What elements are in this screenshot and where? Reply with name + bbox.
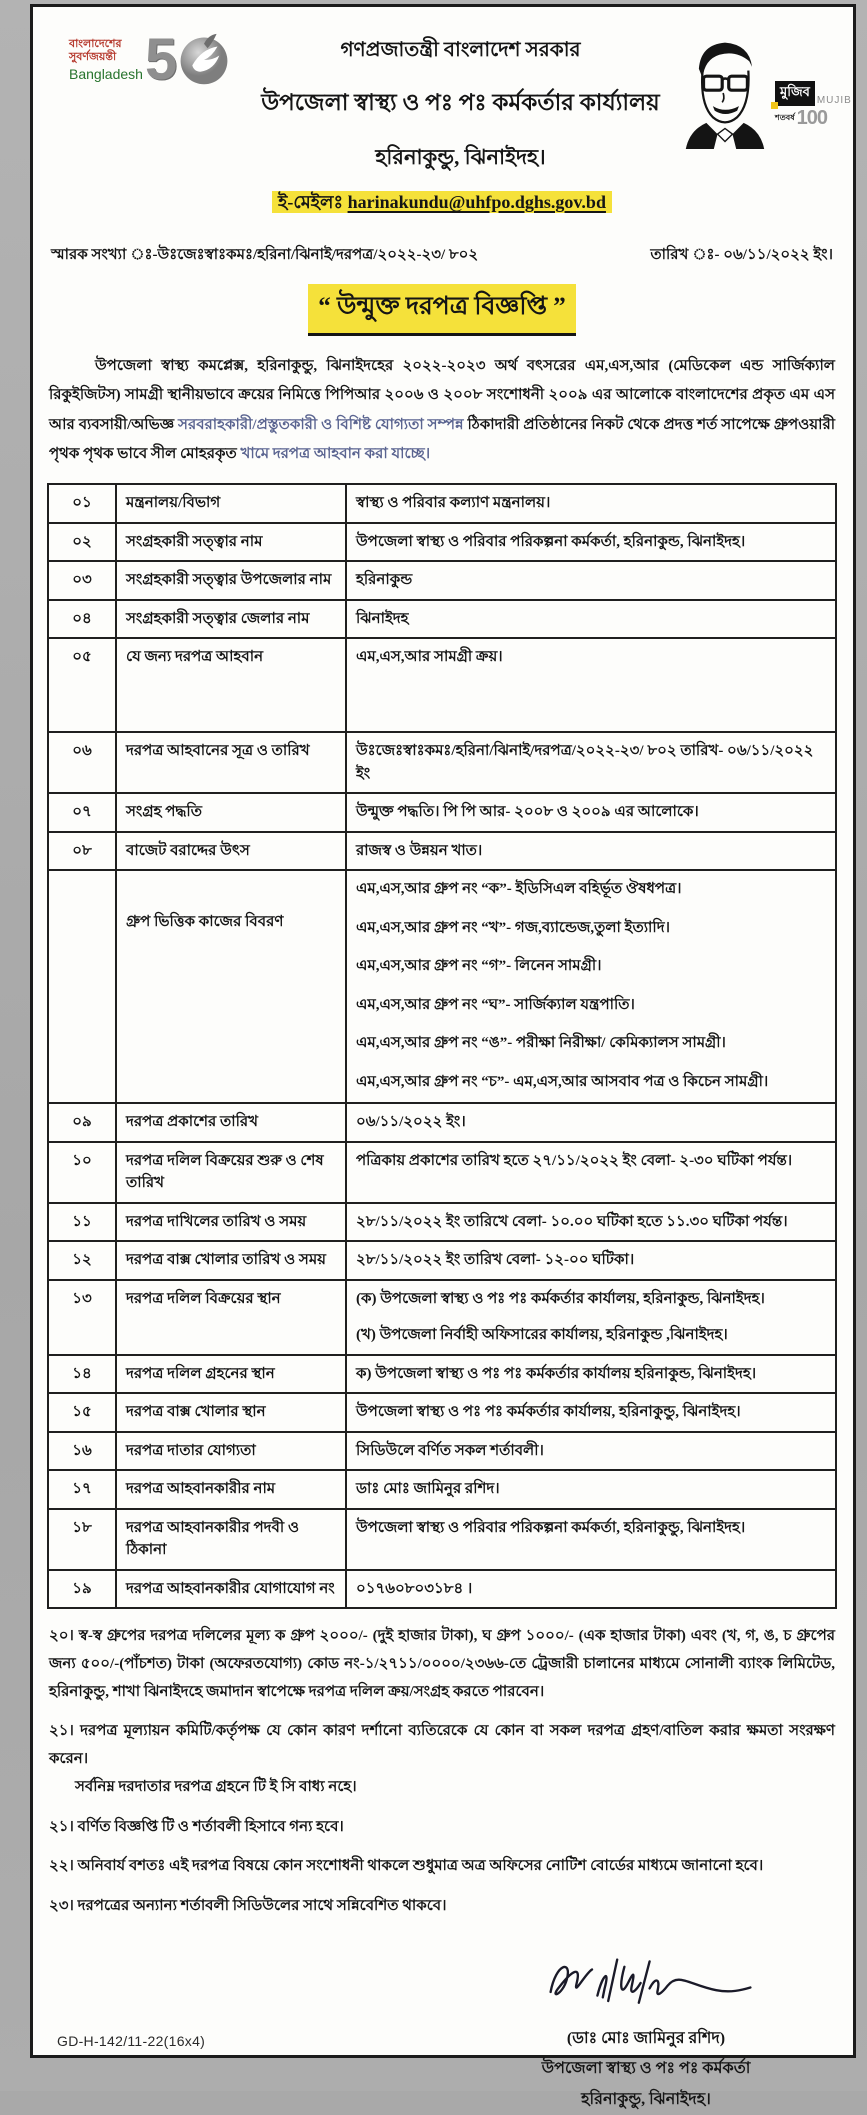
row-number-cell: ১৮ <box>48 1509 116 1570</box>
mujib-wordmark: মুজিব <box>775 81 815 106</box>
row-value-line: এম,এস,আর গ্রুপ নং “খ”- গজ,ব্যান্ডেজ,তুলা ইত্যাদি। <box>356 919 670 936</box>
email-highlight <box>272 191 612 213</box>
row-number-cell: ১৭ <box>48 1470 116 1509</box>
row-value-line: ঝিনাইদহ <box>356 610 409 627</box>
row-value-line: এম,এস,আর গ্রুপ নং “গ”- লিনেন সামগ্রী। <box>356 958 602 974</box>
row-number-cell: ০৩ <box>48 561 116 600</box>
row-value-line: হরিনাকুন্ড <box>356 572 413 588</box>
row-value-cell <box>346 1570 836 1609</box>
note-text: দরপত্র মূল্যায়ন কমিটি/কর্তৃপক্ষ যে কোন কারণ দর্শানো ব্যতিরেকে যে কোন বা সকল দরপত্র গ্রহণ/বাতিল করার ক্ষমতা সংরক্ষণ করেন। <box>49 1723 835 1767</box>
table-row <box>48 523 836 562</box>
table-row <box>48 1241 836 1280</box>
row-number-cell: ১০ <box>48 1142 116 1203</box>
note-item <box>49 1718 835 1801</box>
row-label-cell: মন্ত্রনালয়/বিভাগ <box>116 484 346 523</box>
row-value-cell <box>346 1142 836 1203</box>
email-line <box>47 188 837 219</box>
memo-number: স্মারক সংখ্যা ঃ-উঃজেঃস্বাঃকমঃ/হরিনা/ঝিনাই/দরপত্র/২০২২-২৩/ ৮০২ <box>51 247 479 263</box>
row-value-cell <box>346 1280 836 1355</box>
dove-globe-icon <box>177 33 231 87</box>
shatoborsho-label: শতবর্ষ <box>775 113 795 122</box>
yellow-accent <box>771 102 778 109</box>
note-number: ২২। <box>49 1858 74 1875</box>
row-number-cell: ১৯ <box>48 1570 116 1609</box>
table-row <box>48 1470 836 1509</box>
office-location: হরিনাকুন্ডু, ঝিনাইদহ। <box>375 145 546 169</box>
row-number-cell: ০১ <box>48 484 116 523</box>
row-label-cell: দরপত্র দলিল গ্রহনের স্থান <box>116 1355 346 1394</box>
table-row <box>48 1103 836 1142</box>
row-label-cell: দরপত্র আহবানের সূত্র ও তারিখ <box>116 732 346 793</box>
note-item <box>49 1623 835 1706</box>
table-row <box>48 1432 836 1471</box>
note-text: দরপত্রের অন্যান্য শর্তাবলী সিডিউলের সাথে সন্নিবেশিত থাকবে। <box>77 1898 447 1914</box>
table-row <box>48 832 836 871</box>
table-row <box>48 1570 836 1609</box>
table-row <box>48 484 836 523</box>
numeral-five: 5 <box>144 27 178 92</box>
mujib-portrait-icon <box>677 37 773 149</box>
row-value-line: উন্মুক্ত পদ্ধতি। পি পি আর- ২০০৮ ও ২০০৯ এর আলোকে। <box>356 804 699 820</box>
row-value-line: ০৬/১১/২০২২ ইং। <box>356 1114 466 1130</box>
government-title: গণপ্রজাতন্ত্রী বাংলাদেশ সরকার <box>340 39 581 61</box>
row-value-cell <box>346 832 836 871</box>
row-value-cell <box>346 1393 836 1432</box>
row-value-line: উপজেলা স্বাস্থ্য ও পরিবার পরিকল্পনা কর্মকর্তা, হরিনাকুন্ডু, ঝিনাইদহ। <box>356 1519 746 1536</box>
note-item <box>49 1814 835 1842</box>
golden-jubilee-text <box>69 38 143 81</box>
print-reference: GD-H-142/11-22(16x4) <box>57 2033 206 2049</box>
row-value-cell <box>346 638 836 732</box>
office-header <box>244 31 677 176</box>
row-value-line: ২৮/১১/২০২২ ইং তারিখ বেলা- ১২-০০ ঘটিকা। <box>356 1252 635 1268</box>
row-value-cell <box>346 793 836 832</box>
memo-line <box>47 243 837 268</box>
tender-table-body <box>48 484 836 1608</box>
golden-jubilee-logo <box>69 27 244 92</box>
intro-part1: উপজেলা স্বাস্থ্য কমপ্লেক্স, হরিনাকুন্ডু, ঝিনাইদহের ২০২২-২০২৩ অর্থ বৎসরের এম,এস,আর (মেডিকেল এন্ড সার্জিক্যাল রিকুইজিটস) সামগ্রী স্থানীয়ভাবে ক্রয়ের নিমিত্তে পিপিআর ২০০৬ ও ২০০৮ সংশোধনী ২০০৯ এর আলোকে বাংলাদেশের প্রকৃত এম এস আর ব্যবসায়ী/অভিজ্ঞ <box>49 358 835 433</box>
row-value-cell <box>346 484 836 523</box>
signatory-name: (ডাঃ মোঃ জামিনুর রশিদ) <box>566 2029 726 2047</box>
row-value-line: উঃজেঃস্বাঃকমঃ/হরিনা/ঝিনাই/দরপত্র/২০২২-২৩/ ৮০২ তারিখ- ০৬/১১/২০২২ ইং <box>356 743 814 782</box>
table-row <box>48 1509 836 1570</box>
row-label-cell: দরপত্র বাক্স খোলার স্থান <box>116 1393 346 1432</box>
row-value-cell <box>346 600 836 639</box>
memo-date: তারিখ ঃ- ০৬/১১/২০২২ ইং। <box>650 247 833 263</box>
row-label-cell: দরপত্র দাখিলের তারিখ ও সময় <box>116 1203 346 1242</box>
table-row <box>48 600 836 639</box>
mujib-100-badge <box>775 81 852 130</box>
row-value-line: এম,এস,আর গ্রুপ নং “ঙ”- পরীক্ষা নিরীক্ষা/ কেমিক্যালস সামগ্রী। <box>356 1035 726 1051</box>
intro-part2: সরবরাহকারী/প্রস্তুতকারী ও বিশিষ্ট যোগ্যতা সম্পন্ন <box>178 416 464 433</box>
table-row <box>48 1203 836 1242</box>
row-value-cell <box>346 523 836 562</box>
row-number-cell: ১৩ <box>48 1280 116 1355</box>
row-value-line: পত্রিকায় প্রকাশের তারিখ হতে ২৭/১১/২০২২ ইং বেলা- ২-৩০ ঘটিকা পর্যন্ত। <box>356 1152 793 1169</box>
table-row <box>48 1355 836 1394</box>
table-row <box>48 638 836 732</box>
row-value-cell <box>346 732 836 793</box>
row-value-cell <box>346 870 836 1103</box>
row-value-cell <box>346 1470 836 1509</box>
notice-title-wrap <box>47 284 837 336</box>
note-text: বর্ণিত বিজ্ঞপ্তি টি ও শর্তাবলী হিসাবে গন্য হবে। <box>77 1818 344 1835</box>
notes-section <box>47 1623 837 1921</box>
row-value-line: ০১৭৬০৮০৩১৮৪ । <box>356 1580 473 1597</box>
row-label-cell: সংগ্রহকারী সত্ত্বার জেলার নাম <box>116 600 346 639</box>
row-value-line: (ক) উপজেলা স্বাস্থ্য ও পঃ পঃ কর্মকর্তার কার্যালয়, হরিনাকুন্ড, ঝিনাইদহ। <box>356 1290 765 1307</box>
row-number-cell: ০৭ <box>48 793 116 832</box>
hundred-numeral: 100 <box>796 107 827 129</box>
tender-details-table <box>47 483 837 1609</box>
row-value-line: রাজস্ব ও উন্নয়ন খাত। <box>356 842 483 859</box>
row-number-cell: ০২ <box>48 523 116 562</box>
row-label-cell: বাজেট বরাদ্দের উৎস <box>116 832 346 871</box>
note-item <box>49 1853 835 1881</box>
jubilee-line1: বাংলাদেশের <box>69 38 122 51</box>
row-label-cell: দরপত্র দাতার যোগ্যতা <box>116 1432 346 1471</box>
table-row <box>48 870 836 1103</box>
intro-paragraph <box>47 352 837 469</box>
row-value-line: উপজেলা স্বাস্থ্য ও পরিবার পরিকল্পনা কর্মকর্তা, হরিনাকুন্ড, ঝিনাইদহ। <box>356 533 746 550</box>
note-number: ২৩। <box>49 1898 74 1914</box>
intro-part4: খামে দরপত্র আহবান করা যাচ্ছে। <box>240 445 431 462</box>
note-item <box>49 1893 835 1921</box>
row-number-cell: ১৪ <box>48 1355 116 1394</box>
table-row <box>48 1142 836 1203</box>
signature-block <box>511 1947 781 2115</box>
jubilee-line2: সুবর্ণজয়ন্তী <box>69 50 117 63</box>
signatory-designation: উপজেলা স্বাস্থ্য ও পঃ পঃ কর্মকর্তা <box>541 2060 751 2078</box>
row-value-cell <box>346 1432 836 1471</box>
table-row <box>48 732 836 793</box>
table-row <box>48 793 836 832</box>
table-row <box>48 1393 836 1432</box>
row-value-cell <box>346 1509 836 1570</box>
row-number-cell: ১৫ <box>48 1393 116 1432</box>
note-continuation: সর্বনিম্ন দরদাতার দরপত্র গ্রহনে টি ই সি বাধ্য নহে। <box>75 1778 357 1795</box>
email-label: ই-মেইলঃ <box>278 192 348 212</box>
note-text: অনিবার্য বশতঃ এই দরপত্র বিষয়ে কোন সংশোধনী থাকলে শুধুমাত্র অত্র অফিসের নোটিশ বোর্ডের মাধ্যমে জানানো হবে। <box>77 1858 764 1875</box>
row-label-cell: দরপত্র আহবানকারীর নাম <box>116 1470 346 1509</box>
notice-page <box>30 4 856 2108</box>
row-value-line: এম,এস,আর গ্রুপ নং “ঘ”- সার্জিক্যাল যন্ত্রপাতি। <box>356 996 635 1013</box>
mujib-100-logo <box>677 37 852 149</box>
row-label-cell: দরপত্র প্রকাশের তারিখ <box>116 1103 346 1142</box>
mujib-latin: MUJIB <box>816 95 852 106</box>
notice-title: “ উন্মুক্ত দরপত্র বিজ্ঞপ্তি ” <box>308 284 576 336</box>
row-value-cell <box>346 1355 836 1394</box>
signature <box>531 1947 761 2019</box>
row-label-cell: দরপত্র দলিল বিক্রয়ের স্থান <box>116 1280 346 1355</box>
row-number-cell: ০৪ <box>48 600 116 639</box>
row-number-cell: ০৮ <box>48 832 116 871</box>
row-number-cell: ০৯ <box>48 1103 116 1142</box>
row-value-line: এম,এস,আর গ্রুপ নং “চ”- এম,এস,আর আসবাব পত্র ও কিচেন সামগ্রী। <box>356 1073 769 1090</box>
row-label-cell: যে জন্য দরপত্র আহবান <box>116 638 346 732</box>
table-row <box>48 561 836 600</box>
row-value-cell <box>346 561 836 600</box>
intro-part3: ঠিকাদারী প্রতিষ্ঠানের নিকট থেকে প্রদত্ত শর্ত সাপেক্ষে গ্রুপওয়ারী পৃথক পৃথক ভাবে সীল মোহরকৃত <box>49 416 835 462</box>
row-value-line: এম,এস,আর গ্রুপ নং “ক”- ইডিসিএল বহির্ভূত ঔষধপত্র। <box>356 881 682 897</box>
row-label-cell: সংগ্রহ পদ্ধতি <box>116 793 346 832</box>
note-number: ২১। <box>49 1818 74 1835</box>
row-number-cell: ০৫ <box>48 638 116 732</box>
row-value-line: (খ) উপজেলা নির্বাহী অফিসারের কার্যালয়, হরিনাকুন্ড ,ঝিনাইদহ। <box>356 1327 728 1343</box>
row-label-cell: দরপত্র বাক্স খোলার তারিখ ও সময় <box>116 1241 346 1280</box>
row-label-cell: সংগ্রহকারী সত্ত্বার নাম <box>116 523 346 562</box>
row-number-cell: ০৬ <box>48 732 116 793</box>
row-number-cell: ১১ <box>48 1203 116 1242</box>
row-label-cell: গ্রুপ ভিত্তিক কাজের বিবরণ <box>116 870 346 1103</box>
row-number-cell: ১২ <box>48 1241 116 1280</box>
email-address: harinakundu@uhfpo.dghs.gov.bd <box>347 192 606 212</box>
row-value-line: উপজেলা স্বাস্থ্য ও পঃ পঃ কর্মকর্তার কার্যালয়, হরিনাকুন্ডু, ঝিনাইদহ। <box>356 1404 741 1420</box>
row-number-cell <box>48 870 116 1103</box>
table-row <box>48 1280 836 1355</box>
office-title: উপজেলা স্বাস্থ্য ও পঃ পঃ কর্মকর্তার কার্য্যালয় <box>261 90 660 115</box>
letterhead <box>47 27 852 176</box>
row-label-cell: দরপত্র আহবানকারীর পদবী ও ঠিকানা <box>116 1509 346 1570</box>
row-value-line: স্বাস্থ্য ও পরিবার কল্যাণ মন্ত্রনালয়। <box>356 495 551 511</box>
signatory-office: হরিনাকুন্ডু, ঝিনাইদহ। <box>581 2090 711 2108</box>
fifty-emblem <box>144 27 231 92</box>
note-text: স্ব-স্ব গ্রুপের দরপত্র দলিলের মূল্য ক গ্রুপ ২০০০/- (দুই হাজার টাকা), ঘ গ্রুপ ১০০০/- (এক হাজার টাকা) এবং (খ, গ, ঙ, চ গ্রুপের জন্য ৫০০/-(পাঁচশত) টাকা (অফেরতযোগ্য) কোড নং-১/২৭১১/০০০০/২৩৬৬-তে ট্রেজারী চালানের মাধ্যমে সোনালী ব্যাংক লিমিটেড, হরিনাকুন্ডু, শাখা ঝিনাইদহে জমাদান স্বাপেক্ষে দরপত্র দলিল ক্রয়/সংগ্রহ করতে পারবেন। <box>49 1628 836 1700</box>
jubilee-line3: Bangladesh <box>69 65 143 82</box>
note-number: ২১। <box>49 1723 74 1740</box>
note-number: ২০। <box>49 1628 74 1644</box>
row-value-cell <box>346 1103 836 1142</box>
row-label-cell: সংগ্রহকারী সত্ত্বার উপজেলার নাম <box>116 561 346 600</box>
row-value-line: ডাঃ মোঃ জামিনুর রশিদ। <box>356 1481 500 1497</box>
row-number-cell: ১৬ <box>48 1432 116 1471</box>
row-label-cell: দরপত্র দলিল বিক্রয়ের শুরু ও শেষ তারিখ <box>116 1142 346 1203</box>
row-label-cell: দরপত্র আহবানকারীর যোগাযোগ নং <box>116 1570 346 1609</box>
row-value-line: এম,এস,আর সামগ্রী ক্রয়। <box>356 649 503 665</box>
row-value-cell <box>346 1203 836 1242</box>
row-value-line: ক) উপজেলা স্বাস্থ্য ও পঃ পঃ কর্মকর্তার কার্যালয় হরিনাকুন্ড, ঝিনাইদহ। <box>356 1365 757 1382</box>
row-value-line: সিডিউলে বর্ণিত সকল শর্তাবলী। <box>356 1442 544 1459</box>
row-value-cell <box>346 1241 836 1280</box>
row-value-line: ২৮/১১/২০২২ ইং তারিখে বেলা- ১০.০০ ঘটিকা হতে ১১.৩০ ঘটিকা পর্যন্ত। <box>356 1213 788 1230</box>
